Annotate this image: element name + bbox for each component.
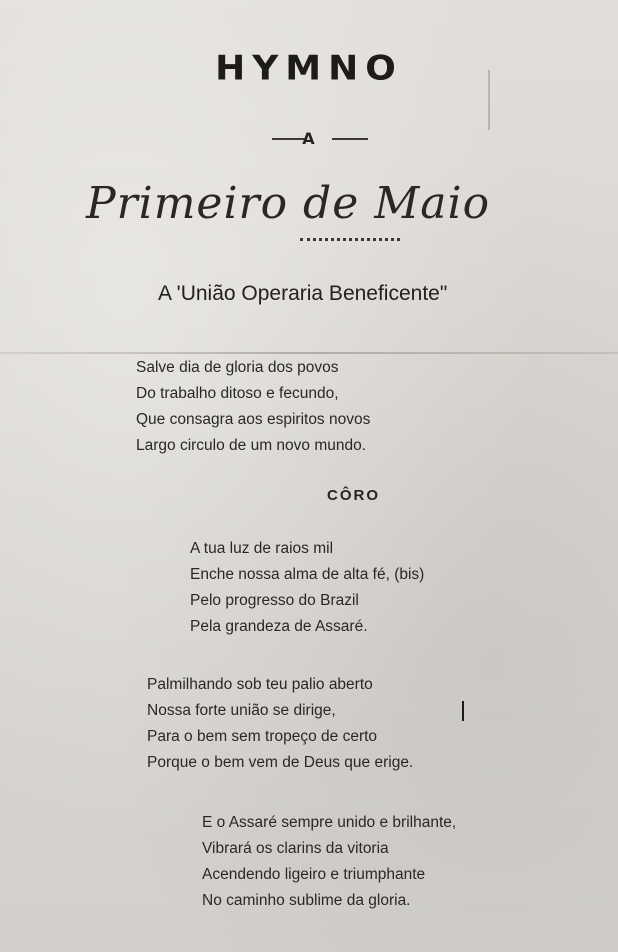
verse-line: Nossa forte união se dirige, — [147, 702, 336, 719]
verse-line: Enche nossa alma de alta fé, (bis) — [190, 566, 425, 583]
paper-fold-line — [0, 352, 618, 354]
stanza-2 — [147, 672, 413, 776]
dedication-subtitle: A 'União Operaria Beneficente" — [158, 282, 448, 305]
hymn-title: HYMNO — [215, 49, 403, 88]
dotted-divider — [300, 238, 400, 241]
chorus-heading: CÔRO — [327, 487, 380, 504]
ink-mark — [462, 701, 464, 721]
title-connector: A — [302, 129, 316, 148]
verse-line: A tua luz de raios mil — [190, 540, 334, 557]
verse-line: Do trabalho ditoso e fecundo, — [136, 385, 339, 402]
right-rule — [332, 138, 368, 140]
verse-line: Que consagra aos espiritos novos — [136, 411, 371, 428]
verse-line: E o Assaré sempre unido e brilhante, — [202, 814, 457, 831]
verse-line: Para o bem sem tropeço de certo — [147, 728, 378, 745]
verse-line: No caminho sublime da gloria. — [202, 892, 411, 909]
chorus — [190, 536, 424, 640]
verse-line: Acendendo ligeiro e triumphante — [202, 866, 426, 883]
script-title: Primeiro de Maio — [86, 178, 491, 229]
verse-line: Palmilhando sob teu palio aberto — [147, 676, 373, 693]
stanza-3 — [202, 810, 456, 914]
stanza-1 — [136, 355, 370, 459]
verse-line: Vibrará os clarins da vitoria — [202, 840, 389, 857]
verse-line: Pelo progresso do Brazil — [190, 592, 359, 609]
verse-line: Largo circulo de um novo mundo. — [136, 437, 367, 454]
verse-line: Porque o bem vem de Deus que erige. — [147, 754, 414, 771]
verse-line: Salve dia de gloria dos povos — [136, 359, 339, 376]
verse-line: Pela grandeza de Assaré. — [190, 618, 368, 635]
